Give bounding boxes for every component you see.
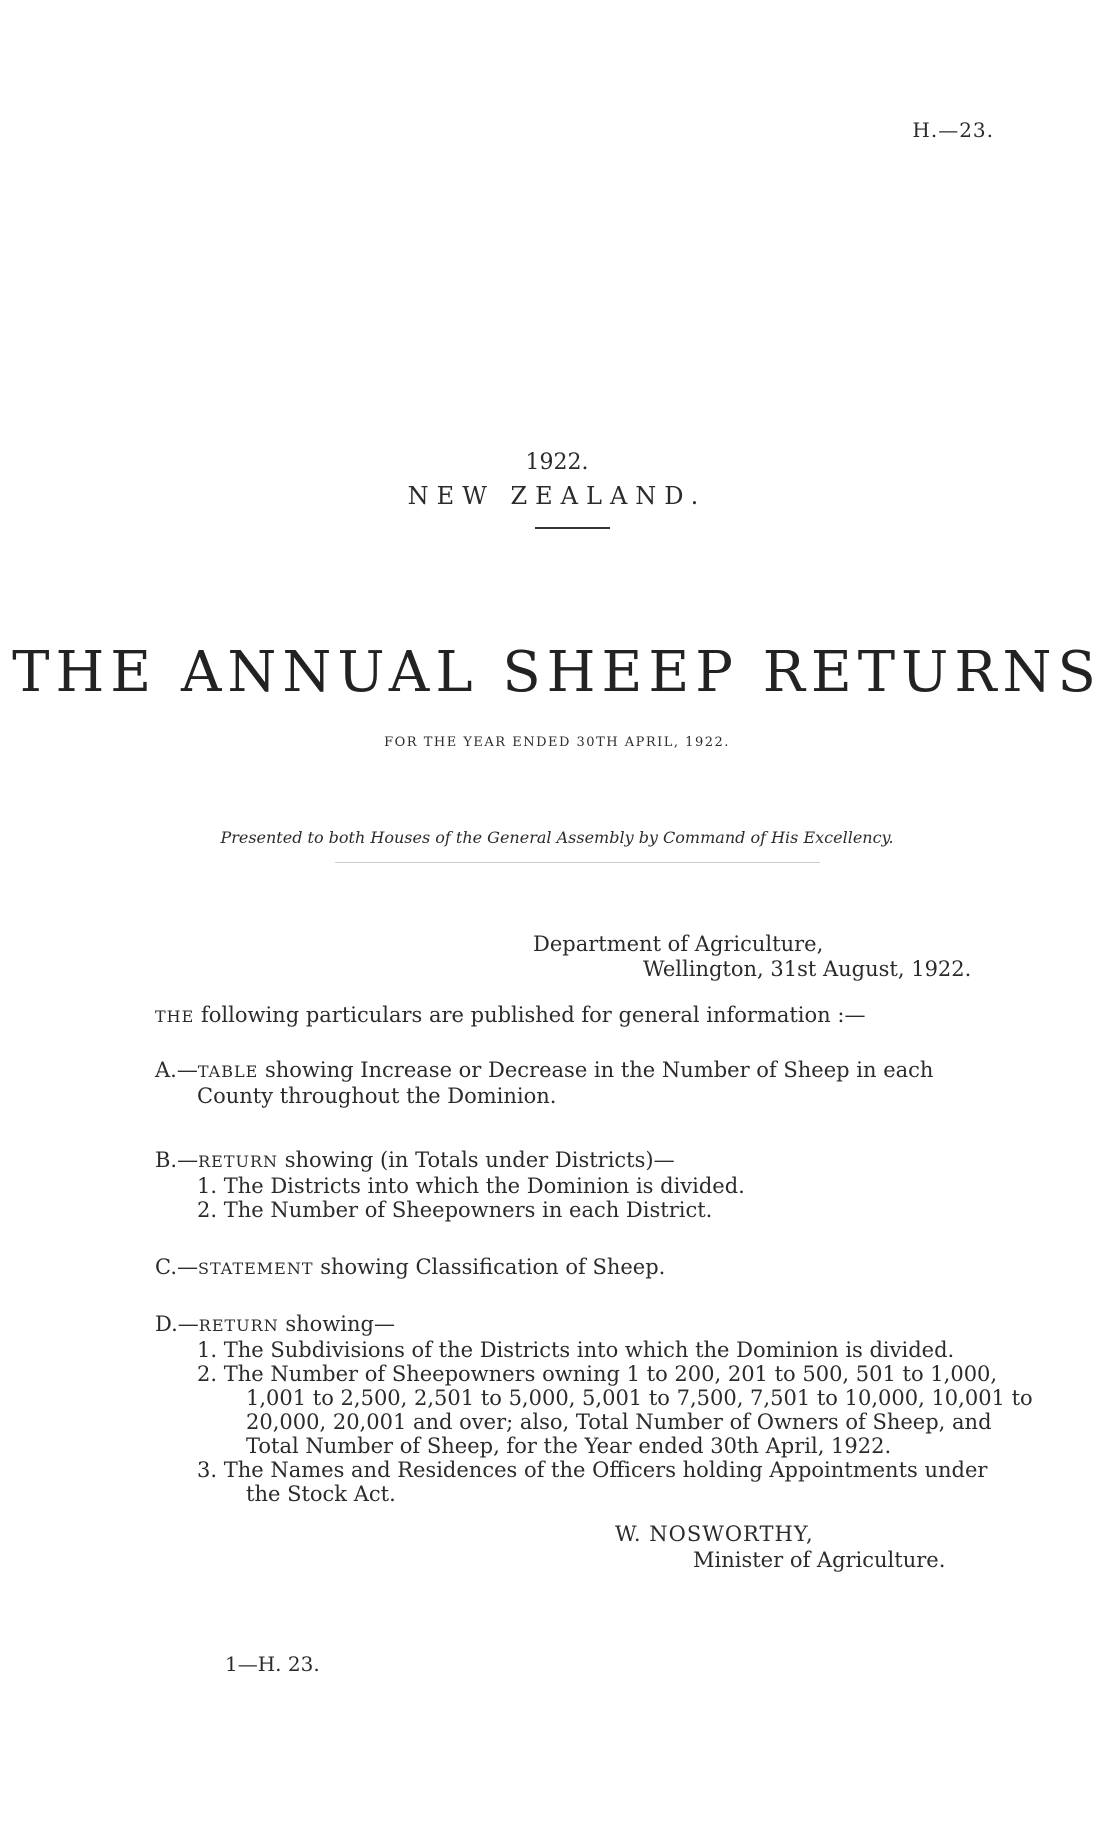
- item-c-head: STATEMENT: [198, 1259, 314, 1278]
- item-c: [155, 1255, 665, 1281]
- signatory-title: Minister of Agriculture.: [693, 1548, 946, 1572]
- footer-reference: 1—H. 23.: [225, 1652, 320, 1676]
- item-d-sub3-line1: 3. The Names and Residences of the Officers holding Appointments under: [197, 1458, 988, 1482]
- dateline: Wellington, 31st August, 1922.: [643, 957, 972, 981]
- item-d-letter: D.—: [155, 1312, 199, 1336]
- page-reference: H.—23.: [912, 118, 994, 142]
- item-d-sub2-line4: Total Number of Sheep, for the Year ended 30th April, 1922.: [246, 1434, 892, 1458]
- item-b-letter: B.—: [155, 1148, 199, 1172]
- item-d-sub2-line3: 20,000, 20,001 and over; also, Total Number of Owners of Sheep, and: [246, 1410, 992, 1434]
- item-a-line1: showing Increase or Decrease in the Number of Sheep in each: [258, 1058, 934, 1082]
- item-d: [155, 1312, 1033, 1506]
- short-divider: [535, 527, 610, 529]
- document-subtitle: FOR THE YEAR ENDED 30TH APRIL, 1922.: [384, 735, 730, 750]
- presentation-note: Presented to both Houses of the General Assembly by Command of His Excellency.: [220, 828, 894, 847]
- item-c-line1: showing Classification of Sheep.: [313, 1255, 666, 1279]
- intro-paragraph: [155, 1003, 865, 1027]
- item-b: [155, 1148, 745, 1222]
- item-b-sub1: 1. The Districts into which the Dominion is divided.: [197, 1174, 745, 1198]
- item-d-sub3-line2: the Stock Act.: [246, 1482, 396, 1506]
- item-a-head: TABLE: [197, 1062, 259, 1081]
- item-d-head: RETURN: [198, 1316, 279, 1335]
- item-d-sub2-line2: 1,001 to 2,500, 2,501 to 5,000, 5,001 to 7,500, 7,501 to 10,000, 10,001 to: [246, 1386, 1033, 1410]
- item-b-head: RETURN: [198, 1152, 279, 1171]
- document-title: THE ANNUAL SHEEP RETURNS: [12, 640, 1102, 705]
- item-d-sub2-line1: 2. The Number of Sheepowners owning 1 to 200, 201 to 500, 501 to 1,000,: [197, 1362, 998, 1386]
- signatory-name: W. NOSWORTHY,: [615, 1522, 814, 1546]
- item-c-letter: C.—: [155, 1255, 198, 1279]
- item-a-line2: County throughout the Dominion.: [197, 1084, 557, 1108]
- item-d-sub1: 1. The Subdivisions of the Districts into which the Dominion is divided.: [197, 1338, 955, 1362]
- intro-lead: THE: [155, 1007, 195, 1026]
- item-a: [155, 1058, 995, 1108]
- country-heading: NEW ZEALAND.: [407, 482, 707, 510]
- item-a-letter: A.—: [155, 1058, 198, 1082]
- document-year: 1922.: [525, 450, 589, 475]
- department-line: Department of Agriculture,: [533, 932, 824, 956]
- item-d-line1: showing—: [278, 1312, 395, 1336]
- item-b-sub2: 2. The Number of Sheepowners in each District.: [197, 1198, 713, 1222]
- item-b-line1: showing (in Totals under Districts)—: [278, 1148, 675, 1172]
- intro-text: following particulars are published for general information :—: [194, 1003, 866, 1027]
- long-divider: [335, 862, 820, 863]
